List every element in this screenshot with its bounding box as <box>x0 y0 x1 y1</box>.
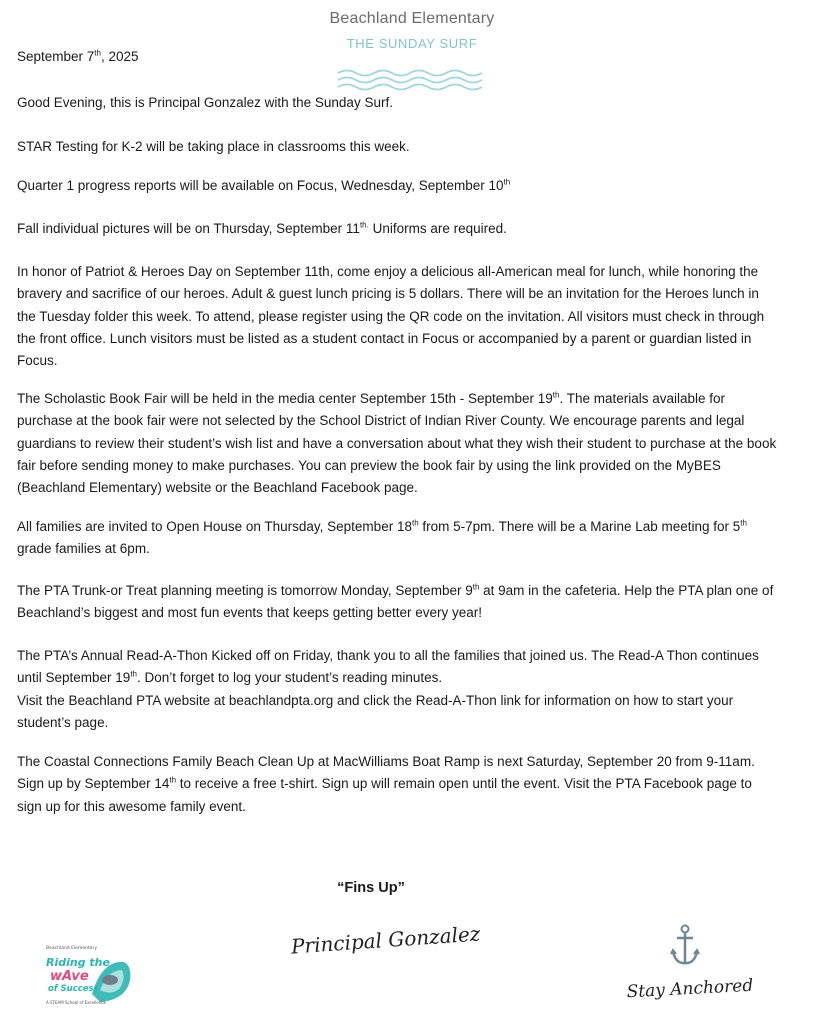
paragraph-beach-clean-up: The Coastal Connections Family Beach Clean Up at MacWilliams Boat Ramp is next Saturday, September 20 from 9-11am. Sign up by September 14th to receive a free t-shirt. Sign up will remain open until the event. Visit the PTA Facebook page to sign up for this awesome family event. <box>17 754 755 814</box>
svg-text:Principal Gonzalez: Principal Gonzalez <box>290 921 482 959</box>
paragraph-read-a-thon: The PTA’s Annual Read-A-Thon Kicked off on Friday, thank you to all the families that joined us. The Read-A Thon continues until September 19th. Don’t forget to log your student’s reading minutes. Visit the Beachland PTA website at beachlandpta.org and click the Read-A-Thon link for information on how to start your student’s page. <box>17 648 759 730</box>
letter-date: September 7th, 2025 <box>17 48 139 64</box>
closing-fins-up: “Fins Up” <box>337 880 405 896</box>
paragraph-star-testing: STAR Testing for K-2 will be taking place in classrooms this week. <box>17 139 410 154</box>
paragraph-greeting: Good Evening, this is Principal Gonzalez with the Sunday Surf. <box>17 95 393 110</box>
svg-text:Riding the: Riding the <box>46 956 110 969</box>
anchor-icon <box>670 924 700 968</box>
wave-divider-icon <box>336 67 492 93</box>
paragraph-heroes-day: In honor of Patriot & Heroes Day on September 11th, come enjoy a delicious all-American meal for lunch, while honoring the bravery and sacrifice of our heroes. Adult & guest lunch pricing is 5 dollars. There will be an invitation for the Heroes lunch in the Tuesday folder this week. To attend, please register using the QR code on the invitation. All visitors must check in through the front office. Lunch visitors must be listed as a student contact in Focus or accompanied by a parent or guardian listed in Focus. <box>17 264 765 369</box>
svg-text:Stay Anchored: Stay Anchored <box>626 975 754 1003</box>
school-name: Beachland Elementary <box>329 10 495 27</box>
svg-text:Beachland Elementary: Beachland Elementary <box>46 946 97 951</box>
paragraph-progress-reports: Quarter 1 progress reports will be available on Focus, Wednesday, September 10th <box>17 177 511 193</box>
riding-the-wave-logo <box>40 940 136 1010</box>
svg-text:A STEAM School of Excellence: A STEAM School of Excellence <box>46 1000 107 1005</box>
stay-anchored-text <box>628 968 752 1006</box>
principal-signature <box>290 917 482 963</box>
paragraph-open-house: All families are invited to Open House on Thursday, September 18th from 5-7pm. There will be a Marine Lab meeting for 5th grade families at 6pm. <box>17 518 747 557</box>
svg-text:wAve: wAve <box>50 969 89 984</box>
paragraph-trunk-or-treat: The PTA Trunk-or Treat planning meeting is tomorrow Monday, September 9th at 9am in the cafeteria. Help the PTA plan one of Beachland’s biggest and most fun events that keeps getting better every year! <box>17 582 774 621</box>
paragraph-fall-pictures: Fall individual pictures will be on Thursday, September $11^{th.}$ Uniforms are required. <box>17 220 507 236</box>
paragraph-book-fair: The Scholastic Book Fair will be held in the media center September 15th - September 19th. The materials available for purchase at the book fair were not selected by the School District of Indian River County. We encourage parents and legal guardians to review their student’s wish list and have a conversation about what they wish their student to purchase at the book fair before sending money to make purchases. You can preview the book fair by using the link provided on the MyBES (Beachland Elementary) website or the Beachland Facebook page. <box>17 390 777 496</box>
newsletter-title: THE SUNDAY SURF <box>346 36 478 51</box>
svg-text:of Success: of Success <box>48 984 99 994</box>
